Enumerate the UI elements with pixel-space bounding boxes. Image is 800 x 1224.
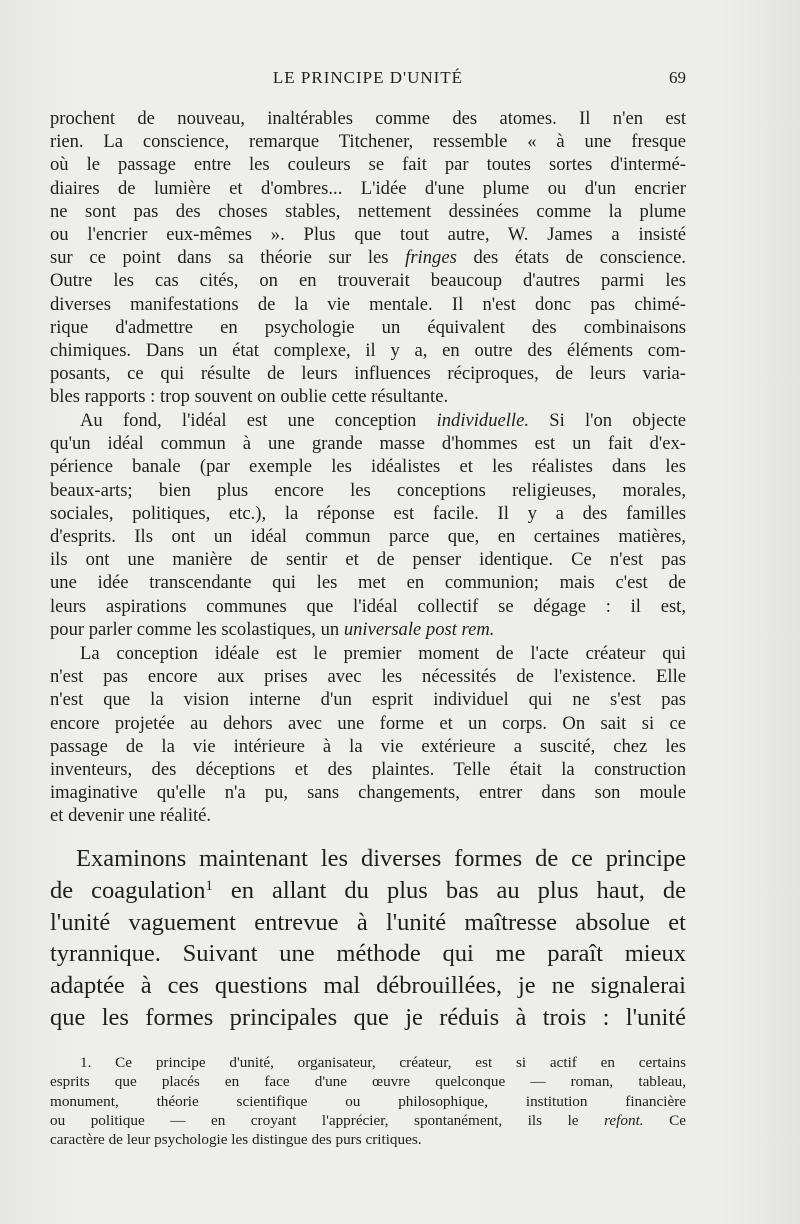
italic-term-individuelle: individuelle. bbox=[436, 410, 529, 431]
text-run: des états de conscience. bbox=[456, 247, 686, 269]
text-line: encore projetée au dehors avec une forme et un corps. On sait si ce bbox=[50, 712, 686, 734]
text-line: chimiques. Dans un état complexe, il y a, en outre des éléments com- bbox=[50, 340, 686, 362]
text-line: Outre les cas cités, on en trouverait beaucoup d'autres parmi les bbox=[50, 270, 686, 292]
footnote-line: monument, théorie scientifique ou philosophique, institution financière bbox=[50, 1092, 686, 1110]
text-run: en allant du plus bas au plus haut, de bbox=[212, 876, 686, 904]
footnote-marker: 1 bbox=[205, 877, 213, 894]
text-line: rique d'admettre en psychologie un équivalent des combinaisons bbox=[50, 316, 686, 338]
text-run: Au fond, l'idéal est une conception bbox=[80, 410, 437, 431]
text-line: et devenir une réalité. bbox=[50, 805, 212, 827]
text-run: sur ce point dans sa théorie sur les bbox=[50, 247, 406, 269]
text-line: une idée transcendante qui les met en communion; mais c'est de bbox=[50, 572, 686, 594]
text-line: imaginative qu'elle n'a pu, sans changements, entrer dans son moule bbox=[50, 782, 686, 804]
text-line: beaux-arts; bien plus encore les conceptions religieuses, morales, bbox=[50, 479, 686, 501]
text-line: inventeurs, des déceptions et des plaintes. Telle était la construction bbox=[50, 759, 686, 781]
paragraph-3 bbox=[50, 642, 686, 828]
paragraph-2 bbox=[50, 409, 686, 641]
text-line: posants, ce qui résulte de leurs influences réciproques, de leurs varia- bbox=[50, 363, 686, 385]
text-line: ou l'encrier eux-mêmes ». Plus que tout autre, W. James a insisté bbox=[50, 224, 686, 246]
paragraph-1 bbox=[50, 107, 686, 409]
footnote-line bbox=[50, 1111, 686, 1130]
text-line: leurs aspirations communes que l'idéal collectif se dégage : il est, bbox=[50, 595, 686, 617]
text-line: diaires de lumière et d'ombres... L'idée d'une plume ou d'un encrier bbox=[50, 177, 686, 199]
text-line: ils ont une manière de sentir et de penser identique. Ce n'est pas bbox=[50, 549, 686, 571]
text-line: qu'un idéal commun à une grande masse d'hommes est un fait d'ex- bbox=[50, 433, 686, 455]
italic-term-refont: refont. bbox=[604, 1111, 644, 1129]
text-line: l'unité vaguement entrevue à l'unité maîtresse absolue et bbox=[50, 908, 686, 936]
text-line bbox=[50, 618, 686, 641]
text-line: ne sont pas des choses stables, nettement dessinées comme la plume bbox=[50, 200, 686, 222]
footnote-line: 1. Ce principe d'unité, organisateur, créateur, est si actif en certains bbox=[80, 1054, 686, 1071]
text-line: d'esprits. Ils ont un idéal commun parce que, en certaines matières, bbox=[50, 526, 686, 548]
text-line bbox=[50, 409, 686, 432]
text-line bbox=[50, 246, 686, 269]
text-line: n'est pas encore aux prises avec les nécessités de l'existence. Elle bbox=[50, 666, 686, 688]
text-line bbox=[50, 875, 686, 907]
text-line: diverses manifestations de la vie mentale. Il n'est donc pas chimé- bbox=[50, 293, 686, 315]
text-line: n'est que la vision interne d'un esprit individuel qui ne s'est pas bbox=[50, 689, 686, 711]
running-title: LE PRINCIPE D'UNITÉ bbox=[272, 68, 464, 87]
footnote-line: esprits que placés en face d'une œuvre quelconque — roman, tableau, bbox=[50, 1073, 686, 1091]
text-line: sociales, politiques, etc.), la réponse est facile. Il y a des familles bbox=[50, 502, 686, 524]
text-run: ou politique — en croyant l'apprécier, spontanément, ils le bbox=[50, 1111, 605, 1129]
text-line: prochent de nouveau, inaltérables comme des atomes. Il n'en est bbox=[50, 108, 686, 129]
text-line: où le passage entre les couleurs se fait par toutes sortes d'intermé- bbox=[50, 154, 686, 176]
text-line: périence banale (par exemple les idéalistes et les réalistes dans les bbox=[50, 456, 686, 478]
text-run: pour parler comme les scolastiques, un bbox=[50, 618, 344, 640]
text-line: La conception idéale est le premier moment de l'acte créateur qui bbox=[80, 643, 686, 664]
text-line: que les formes principales que je réduis à trois : l'unité bbox=[50, 1003, 686, 1031]
text-line: rien. La conscience, remarque Titchener, ressemble « à une fresque bbox=[50, 131, 686, 153]
text-line: adaptée à ces questions mal débrouillées, je ne signalerai bbox=[50, 972, 686, 1000]
text-run: Si l'on objecte bbox=[529, 410, 686, 431]
italic-term-fringes: fringes bbox=[405, 247, 457, 269]
paragraph-large bbox=[50, 843, 686, 1034]
italic-term-universale: universale post rem. bbox=[343, 618, 495, 640]
footnote bbox=[50, 1053, 686, 1149]
page-number: 69 bbox=[669, 68, 686, 87]
text-run: de coagulation bbox=[50, 876, 206, 904]
footnote-line: caractère de leur psychologie les distingue des purs critiques. bbox=[50, 1131, 422, 1149]
text-line: tyrannique. Suivant une méthode qui me paraît mieux bbox=[50, 940, 686, 968]
running-head bbox=[50, 66, 686, 92]
text-line: Examinons maintenant les diverses formes de ce principe bbox=[76, 845, 686, 872]
text-run: Ce bbox=[643, 1111, 686, 1129]
text-line: passage de la vie intérieure à la vie extérieure a suscité, chez les bbox=[50, 735, 686, 757]
text-line: bles rapports : trop souvent on oublie cette résultante. bbox=[50, 386, 449, 408]
